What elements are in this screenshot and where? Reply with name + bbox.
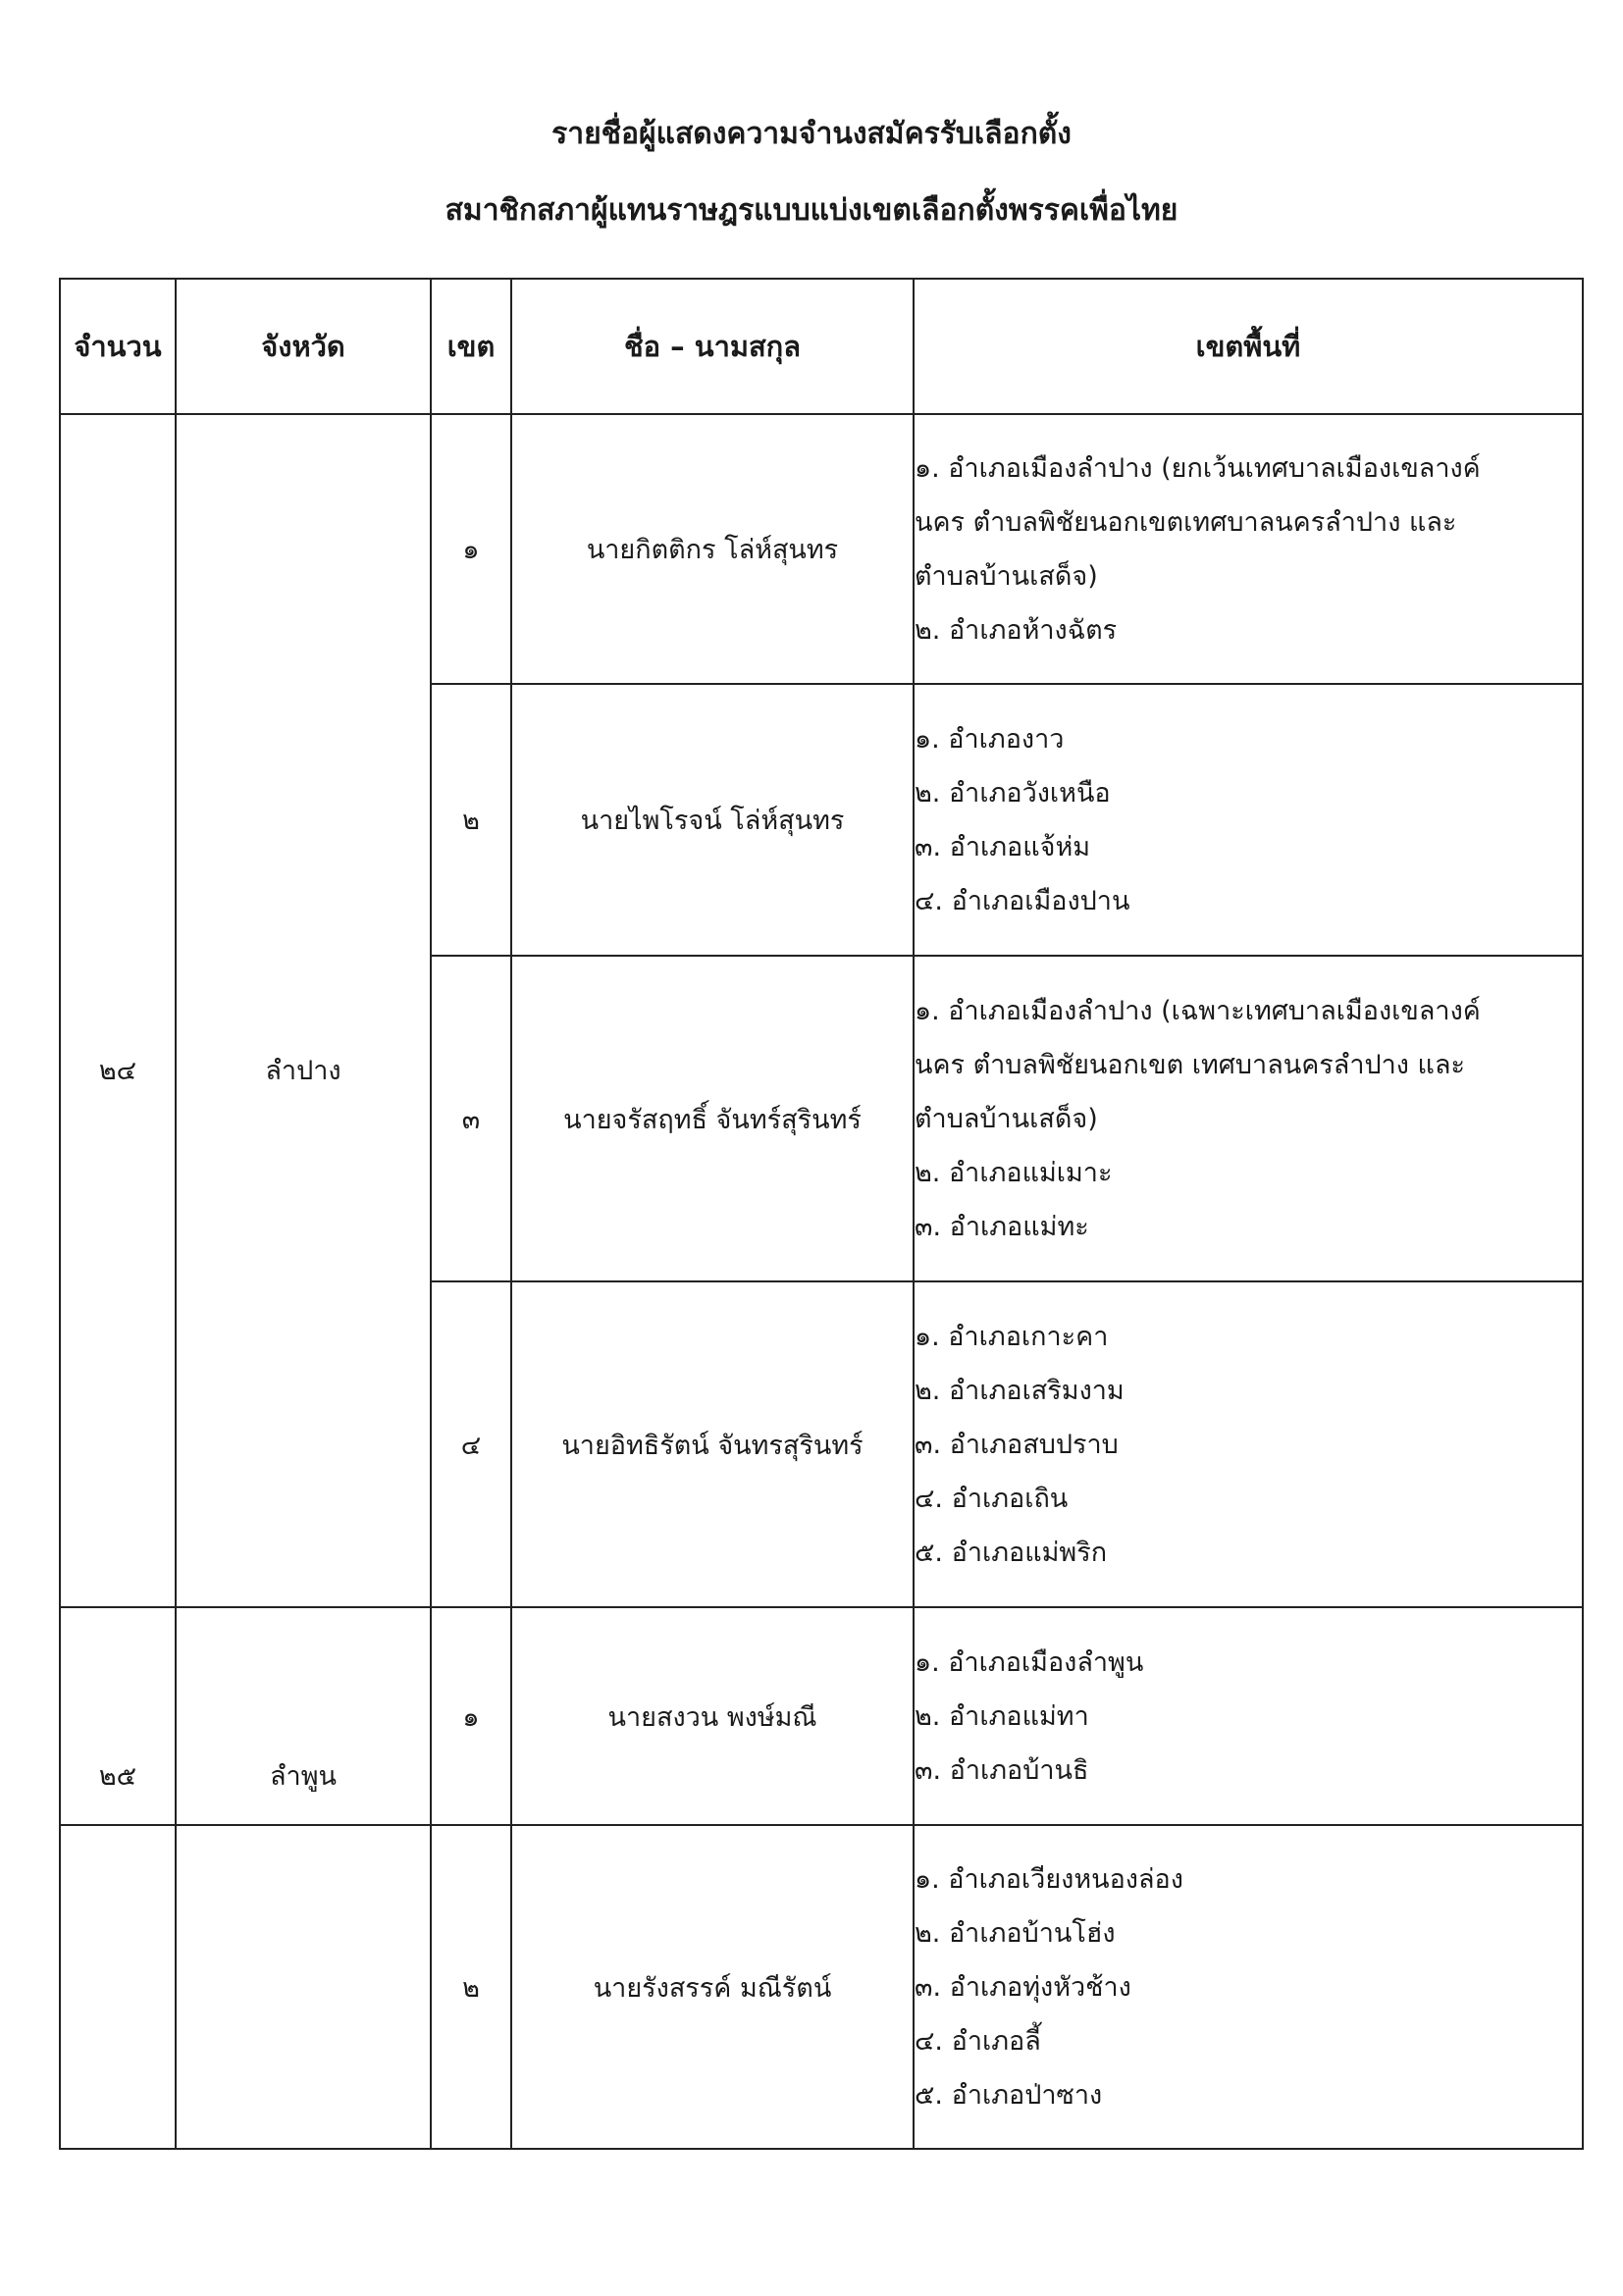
- area-line: ๒. อำเภอห้างฉัตร: [915, 614, 1118, 646]
- area-line: นคร ตำบลพิชัยนอกเขตเทศบาลนครลำปาง และ: [915, 506, 1457, 538]
- district-cell: ๒: [431, 1825, 511, 2149]
- area-line: ๓. อำเภอสบปราบ: [915, 1429, 1119, 1460]
- column-header-province: จังหวัด: [176, 279, 431, 414]
- area-cell: [914, 1607, 1583, 1825]
- area-line: ๑. อำเภอเมืองลำปาง (เฉพาะเทศบาลเมืองเขลางค์: [915, 995, 1481, 1026]
- area-line: ๕. อำเภอแม่พริก: [915, 1537, 1108, 1568]
- candidate-name-cell: นายรังสรรค์ มณีรัตน์: [511, 1825, 914, 2149]
- column-header-name: ชื่อ – นามสกุล: [511, 279, 914, 414]
- count-cell: ๒๔: [60, 414, 176, 1607]
- district-cell: ๑: [431, 414, 511, 684]
- area-cell: [914, 956, 1583, 1281]
- area-line: ๓. อำเภอแม่ทะ: [915, 1211, 1089, 1242]
- area-line: นคร ตำบลพิชัยนอกเขต เทศบาลนครลำปาง และ: [915, 1049, 1466, 1080]
- area-line: ๒. อำเภอบ้านโฮ่ง: [915, 1917, 1116, 1949]
- candidate-name-cell: นายอิทธิรัตน์ จันทรสุรินทร์: [511, 1281, 914, 1607]
- area-line: ๑. อำเภองาว: [915, 723, 1065, 755]
- count-cell: [60, 1825, 176, 2149]
- area-line: ๔. อำเภอเถิน: [915, 1483, 1069, 1514]
- column-header-district: เขต: [431, 279, 511, 414]
- district-cell: ๔: [431, 1281, 511, 1607]
- area-line: ๒. อำเภอแม่ทา: [915, 1700, 1089, 1732]
- province-cell: [176, 1825, 431, 2149]
- document-title: รายชื่อผู้แสดงความจำนงสมัครรับเลือกตั้ง: [551, 117, 1072, 151]
- area-line: ๑. อำเภอเวียงหนองล่อง: [915, 1863, 1183, 1895]
- province-cell: ลำพูน: [176, 1607, 431, 1825]
- area-line: ๓. อำเภอทุ่งหัวช้าง: [915, 1971, 1131, 2003]
- area-line: ๑. อำเภอเมืองลำพูน: [915, 1646, 1144, 1678]
- area-cell: [914, 684, 1583, 956]
- candidate-table: [59, 278, 1584, 2150]
- candidate-name-cell: นายสงวน พงษ์มณี: [511, 1607, 914, 1825]
- district-cell: ๑: [431, 1607, 511, 1825]
- area-line: ตำบลบ้านเสด็จ): [915, 1103, 1098, 1134]
- area-line: ๕. อำเภอป่าซาง: [915, 2079, 1103, 2111]
- area-line: ๑. อำเภอเมืองลำปาง (ยกเว้นเทศบาลเมืองเขลางค์: [915, 452, 1481, 484]
- area-cell: [914, 1825, 1583, 2149]
- area-line: ๒. อำเภอวังเหนือ: [915, 777, 1111, 809]
- area-cell: [914, 414, 1583, 684]
- area-line: ๔. อำเภอลี้: [915, 2025, 1041, 2057]
- table-row: [60, 1607, 1583, 1825]
- area-line: ๓. อำเภอบ้านธิ: [915, 1754, 1089, 1786]
- area-line: ๒. อำเภอแม่เมาะ: [915, 1157, 1113, 1188]
- area-line: ๓. อำเภอแจ้ห่ม: [915, 831, 1091, 862]
- area-line: ๑. อำเภอเกาะคา: [915, 1321, 1109, 1352]
- candidate-name-cell: นายจรัสฤทธิ์ จันทร์สุรินทร์: [511, 956, 914, 1281]
- area-line: ตำบลบ้านเสด็จ): [915, 560, 1098, 592]
- column-header-count: จำนวน: [60, 279, 176, 414]
- province-cell: ลำปาง: [176, 414, 431, 1607]
- district-cell: ๒: [431, 684, 511, 956]
- area-cell: [914, 1281, 1583, 1607]
- area-line: ๒. อำเภอเสริมงาม: [915, 1375, 1125, 1406]
- district-cell: ๓: [431, 956, 511, 1281]
- column-header-area: เขตพื้นที่: [914, 279, 1583, 414]
- table-header-row: [60, 279, 1583, 414]
- candidate-name-cell: นายกิตติกร โล่ห์สุนทร: [511, 414, 914, 684]
- count-cell: ๒๕: [60, 1607, 176, 1825]
- table-row: [60, 1825, 1583, 2149]
- table-row: [60, 414, 1583, 684]
- document-subtitle: สมาชิกสภาผู้แทนราษฎรแบบแบ่งเขตเลือกตั้งพรรคเพื่อไทย: [445, 193, 1178, 228]
- area-line: ๔. อำเภอเมืองปาน: [915, 885, 1130, 916]
- candidate-name-cell: นายไพโรจน์ โล่ห์สุนทร: [511, 684, 914, 956]
